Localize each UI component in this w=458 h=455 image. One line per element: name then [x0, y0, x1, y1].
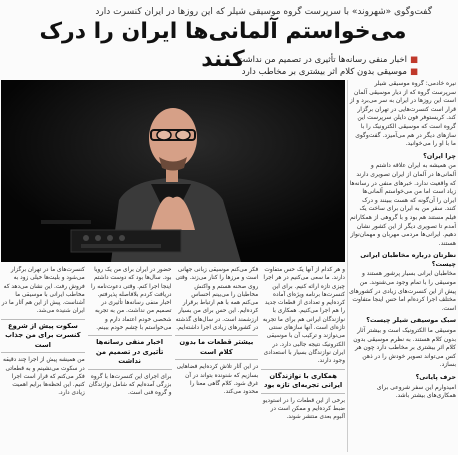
body-text-3: حضور در ایران برای من یک رویا بود. سال‌ها بود که دوست داشتم اینجا اجرا کنم. وقتی دعوت‌نامه را دریافت کردم بلافاصله پذیرفتم. اخبار منفی رسانه‌ها تأثیری در تصمیم من نداشت. من به تجربه شخصی خودم اعتماد دارم و می‌خواستم با چشم خودم ببینم. [90, 267, 172, 332]
headline: می‌خواستم آلمانی‌ها ایران را درک کنند [39, 19, 407, 72]
question-4: حرف پایانی؟ [415, 373, 456, 381]
answer-3: موسیقی ما الکترونیک است و بیشتر آثار بدون کلام هستند. به نظرم موسیقی بدون کلام اثر بیشتری بر مخاطب دارد چون هر کس می‌تواند تصویر خودش را در ذهن بسازد. [353, 327, 456, 369]
body-text-3b: برای اجرای این کنسرت‌ها با گروه بزرگی آمده‌ایم که شامل نوازندگان و گروه فنی است. [88, 373, 172, 397]
subhead-1: ■اخبار منفی رسانه‌ها تأثیری در تصمیم من نداشت [237, 55, 418, 65]
subhead-2: ■موسیقی بدون کلام اثر بیشتری بر مخاطب دارد [241, 67, 418, 77]
body-text-2: فکر می‌کنم موسیقی زبانی جهانی است و مرزها را کنار می‌زند. وقتی روی صحنه هستم و واکنش مخاطبان را می‌بینم احساس می‌کنم همه با هم ارتباط برقرار کرده‌ایم. این حس برای من بسیار ارزشمند است. در سال‌های گذشته در کشورهای زیادی اجرا داشته‌ایم. [175, 267, 259, 332]
question-1: چرا ایران؟ [423, 151, 456, 160]
column-divider [347, 80, 348, 452]
question-2: نظرتان درباره مخاطبان ایرانی چیست؟ [360, 251, 456, 268]
answer-2: مخاطبان ایرانی بسیار پرشور هستند و موسیقی را با تمام وجود می‌شنوند. من پیش از این کنسرت‌های زیادی در کشورهای مختلف اجرا کرده‌ام اما حس اینجا متفاوت است. [349, 270, 456, 312]
body-text-1: و هر کدام از آنها یک حس متفاوت دارند. ما سعی می‌کنیم در هر اجرا چیزی تازه ارائه کنیم. برای این کنسرت‌ها برنامه ویژه‌ای آماده کرده‌ایم و تعدادی از قطعات جدید را هم اجرا می‌کنیم. همکاری با نوازندگان ایرانی هم برای ما تجربه تازه‌ای است. آنها سازهای سنتی می‌نوازند و ترکیب آن با موسیقی الکترونیک نتیجه جالبی دارد. در ایران نوازندگان بسیار با استعدادی وجود دارند. [262, 267, 345, 365]
interview-column [349, 80, 456, 452]
body-column-2 [175, 266, 259, 452]
body-text-4b: من همیشه پیش از اجرا چند دقیقه در سکوت می‌نشینم و به قطعاتی فکر می‌کنم که قرار است اجرا کنیم. این لحظه‌ها برایم اهمیت زیادی دارد. [3, 357, 85, 397]
subheads [18, 54, 418, 78]
answer-4: امیدوارم این سفر شروعی برای همکاری‌های بیشتر باشد. [376, 383, 456, 400]
body-column-1 [261, 266, 345, 452]
pull-quote-4: سکوت پیش از شروع کنسرت برای من جذاب است [1, 319, 85, 354]
pull-quote-3: اخبار منفی رسانه‌ها تأثیری در تصمیم من نداشت [88, 335, 172, 370]
kicker: گفت‌وگوی «شهروند» با سرپرست گروه موسیقی شیلر که این روزها در ایران کنسرت دارد [95, 7, 432, 17]
body-text-1b: برخی از این قطعات را در استودیو ضبط کرده‌ایم و ممکن است در آلبوم بعدی منتشر شوند. [262, 397, 345, 421]
question-3: سبک موسیقی شیلر چیست؟ [366, 316, 456, 325]
answer-1: من همیشه به ایران علاقه داشتم و آلمانی‌ها در آلمان از ایران تصویری دارند که واقعیت ندارد. خبرهای منفی در رسانه‌ها زیاد است اما من می‌خواستم آلمانی‌ها ایران را آن‌گونه که هست ببینند و درک کنند. سفر من به ایران برای ساخت یک فیلم مستند هم بود و با گروهی از همکارانم آمدم تا تصویری دیگر از این کشور نشان دهیم. ایرانی‌ها مردمی مهربان و مهمان‌نواز هستند. [349, 162, 456, 247]
body-text-2b: در این آثار تلاش کرده‌ایم فضاهایی بسازیم که شنونده بتواند در آن غرق شود. کلام گاهی معنا را محدود می‌کند. [176, 364, 259, 396]
intro-paragraph: نیره خادمی: گروه موسیقی شیلر سرپرست گروه که از دیار موسیقی آلمان است این روزها در ایران به سر می‌برد و از قرار است کنسرت‌هایی در تهران برگزار کند. کریستوفر فون دایلن سرپرست این گروه است که موسیقی الکترونیک را با سازهای دیگر در هم می‌آمیزد. گفت‌وگوی ما با او را می‌خوانید. [349, 80, 456, 148]
musician-photo [1, 80, 345, 262]
body-column-3 [88, 266, 172, 452]
body-column-4 [1, 266, 85, 452]
body-columns [1, 266, 345, 452]
pull-quote-1: همکاری با نوازندگان ایرانی تجربه‌ای تازه بود [261, 369, 345, 394]
pull-quote-2: بیشتر قطعات ما بدون کلام است [175, 335, 259, 360]
body-text-4: کنسرت‌های ما در تهران برگزار می‌شود و بلیت‌ها خیلی زود به فروش رفت. این نشان می‌دهد که مخاطب ایرانی با موسیقی ما آشناست. پیش از این هم آثار ما در ایران شنیده می‌شد. [1, 267, 85, 315]
performer-illustration [1, 80, 345, 262]
